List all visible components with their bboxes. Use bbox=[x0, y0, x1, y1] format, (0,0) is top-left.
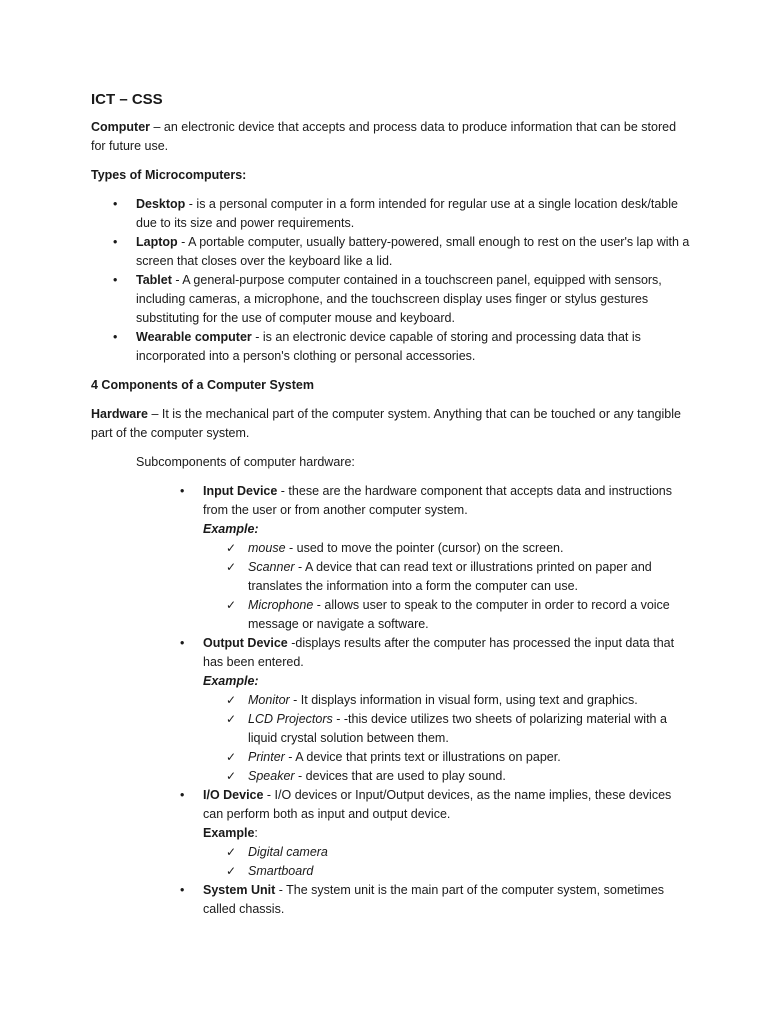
microphone-term: Microphone bbox=[248, 598, 314, 612]
system-unit-term: System Unit bbox=[203, 883, 276, 897]
bullet-icon: • bbox=[180, 788, 185, 802]
example-label: Example bbox=[203, 826, 255, 840]
io-examples-list bbox=[203, 843, 691, 881]
checkmark-icon: ✓ bbox=[226, 845, 237, 859]
printer-text: - A device that prints text or illustrations on paper. bbox=[284, 750, 561, 764]
list-item-desktop bbox=[113, 195, 691, 233]
bullet-icon: • bbox=[180, 484, 185, 498]
checkmark-icon: ✓ bbox=[226, 560, 237, 574]
list-item-microphone bbox=[226, 596, 691, 634]
example-label: Example: bbox=[203, 522, 259, 536]
document-page bbox=[91, 90, 691, 919]
components-heading bbox=[91, 376, 691, 395]
list-item-input-device bbox=[180, 482, 691, 634]
input-device-text: - these are the hardware component that accepts data and instructions from the user or from another computer system. bbox=[203, 484, 673, 517]
mouse-text: - used to move the pointer (cursor) on the screen. bbox=[285, 541, 564, 555]
checkmark-icon: ✓ bbox=[226, 693, 237, 707]
output-device-term: Output Device bbox=[203, 636, 288, 650]
scanner-term: Scanner bbox=[248, 560, 295, 574]
list-item-wearable bbox=[113, 328, 691, 366]
microphone-text: - allows user to speak to the computer in order to record a voice message or navigate a software. bbox=[248, 598, 670, 631]
digital-camera-term: Digital camera bbox=[248, 845, 328, 859]
list-item-mouse bbox=[226, 539, 691, 558]
input-device-term: Input Device bbox=[203, 484, 278, 498]
speaker-term: Speaker bbox=[248, 769, 295, 783]
hardware-definition bbox=[91, 405, 691, 443]
scanner-text: - A device that can read text or illustrations printed on paper and translates the information into a form the computer can use. bbox=[248, 560, 652, 593]
list-item-lcd-projectors bbox=[226, 710, 691, 748]
list-item-smartboard bbox=[226, 862, 691, 881]
checkmark-icon: ✓ bbox=[226, 541, 237, 555]
checkmark-icon: ✓ bbox=[226, 769, 237, 783]
computer-definition bbox=[91, 118, 691, 156]
laptop-term: Laptop bbox=[136, 235, 178, 249]
list-item-output-device bbox=[180, 634, 691, 786]
tablet-text: - A general-purpose computer contained in a touchscreen panel, equipped with sensors, including cameras, a microphone, and the touchscreen display uses finger or stylus gestures substituting for the use of computer mouse and keyboard. bbox=[136, 273, 662, 325]
example-colon: : bbox=[254, 826, 258, 840]
wearable-term: Wearable computer bbox=[136, 330, 252, 344]
monitor-text: - It displays information in visual form, using text and graphics. bbox=[289, 693, 638, 707]
example-label: Example: bbox=[203, 674, 259, 688]
microcomputer-types-list bbox=[91, 195, 691, 366]
hardware-term: Hardware bbox=[91, 407, 148, 421]
list-item-speaker bbox=[226, 767, 691, 786]
printer-term: Printer bbox=[248, 750, 285, 764]
output-examples-list bbox=[203, 691, 691, 786]
list-item-tablet bbox=[113, 271, 691, 328]
hardware-definition-text: – It is the mechanical part of the computer system. Anything that can be touched or any tangible part of the computer system. bbox=[91, 407, 681, 440]
bullet-icon: • bbox=[113, 330, 118, 344]
mouse-term: mouse bbox=[248, 541, 286, 555]
document-title: ICT – CSS bbox=[91, 91, 163, 108]
desktop-term: Desktop bbox=[136, 197, 186, 211]
list-item-scanner bbox=[226, 558, 691, 596]
speaker-text: - devices that are used to play sound. bbox=[294, 769, 506, 783]
checkmark-icon: ✓ bbox=[226, 750, 237, 764]
bullet-icon: • bbox=[113, 235, 118, 249]
monitor-term: Monitor bbox=[248, 693, 290, 707]
components-heading-text: 4 Components of a Computer System bbox=[91, 378, 314, 392]
checkmark-icon: ✓ bbox=[226, 712, 237, 726]
list-item-system-unit bbox=[180, 881, 691, 919]
list-item-printer bbox=[226, 748, 691, 767]
bullet-icon: • bbox=[180, 636, 185, 650]
bullet-icon: • bbox=[180, 883, 185, 897]
list-item-io-device bbox=[180, 786, 691, 881]
list-item-laptop bbox=[113, 233, 691, 271]
lcd-projectors-text: - -this device utilizes two sheets of polarizing material with a liquid crystal solution between them. bbox=[248, 712, 667, 745]
input-examples-list bbox=[203, 539, 691, 634]
io-device-term: I/O Device bbox=[203, 788, 264, 802]
checkmark-icon: ✓ bbox=[226, 598, 237, 612]
tablet-term: Tablet bbox=[136, 273, 172, 287]
computer-term: Computer bbox=[91, 120, 151, 134]
lcd-projectors-term: LCD Projectors bbox=[248, 712, 333, 726]
computer-definition-text: – an electronic device that accepts and process data to produce information that can be stored for future use. bbox=[91, 120, 677, 153]
laptop-text: - A portable computer, usually battery-powered, small enough to rest on the user's lap with a screen that closes over the keyboard like a lid. bbox=[136, 235, 690, 268]
list-item-monitor bbox=[226, 691, 691, 710]
wearable-text: - is an electronic device capable of storing and processing data that is incorporated into a person's clothing or personal accessories. bbox=[136, 330, 641, 363]
desktop-text: - is a personal computer in a form intended for regular use at a single location desk/table due to its size and power requirements. bbox=[136, 197, 678, 230]
types-heading bbox=[91, 166, 691, 185]
list-item-digital-camera bbox=[226, 843, 691, 862]
bullet-icon: • bbox=[113, 197, 118, 211]
io-device-text: - I/O devices or Input/Output devices, as the name implies, these devices can perform both as input and output device. bbox=[203, 788, 672, 821]
subcomponents-list bbox=[91, 482, 691, 919]
checkmark-icon: ✓ bbox=[226, 864, 237, 878]
bullet-icon: • bbox=[113, 273, 118, 287]
smartboard-term: Smartboard bbox=[248, 864, 314, 878]
output-device-text: -displays results after the computer has processed the input data that has been entered. bbox=[203, 636, 675, 669]
types-heading-text: Types of Microcomputers: bbox=[91, 168, 247, 182]
system-unit-text: - The system unit is the main part of the computer system, sometimes called chassis. bbox=[203, 883, 665, 916]
subcomponents-intro: Subcomponents of computer hardware: bbox=[136, 455, 355, 469]
